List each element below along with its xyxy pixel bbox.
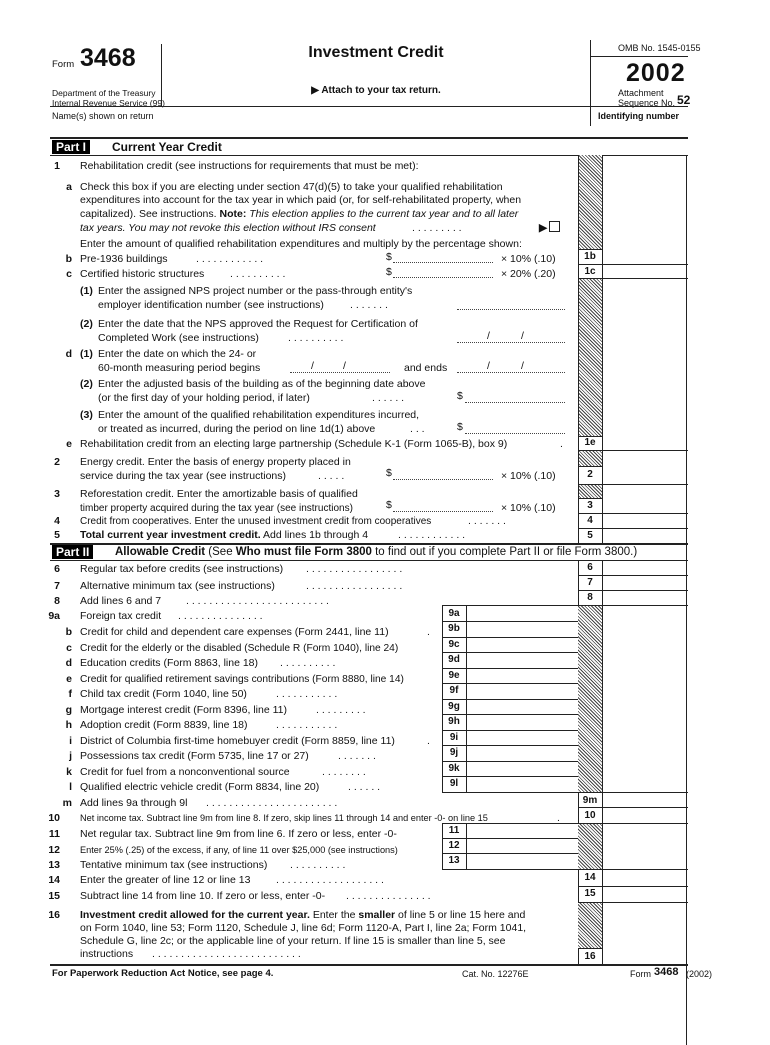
shaded-area (578, 605, 602, 792)
leader-dots: . (560, 438, 563, 450)
line-1b-text: Pre-1936 buildings (80, 253, 168, 265)
line-1a-text: expenditures into account for the tax year in which paid (or, for self-rehabilitated property, when (80, 194, 522, 206)
line-14-text: Enter the greater of line 12 or line 13 (80, 874, 251, 886)
line-10-field[interactable] (603, 809, 685, 822)
box-label: 11 (448, 825, 460, 836)
line-8-text: Add lines 6 and 7 (80, 595, 162, 607)
catalog-number: Cat. No. 12276E (462, 969, 529, 979)
leader-dots: . . . . . . . . . . . . (398, 529, 466, 541)
election-checkbox[interactable] (549, 221, 560, 232)
box-label: 8 (587, 592, 593, 603)
period-ends-field[interactable] (457, 372, 565, 373)
leader-dots: . . . . . . . . . . (288, 332, 344, 344)
line-5-text: Add lines 1b through 4 (260, 529, 369, 541)
leader-dots: . . . . . . . . . . . . . . . . . (306, 563, 403, 575)
line-1e-field[interactable] (603, 437, 685, 449)
line-9c-field[interactable] (467, 638, 577, 651)
line-16-text: Schedule G, line 2c; or the applicable line of your return. If line 15 is smaller than line 5, see (80, 935, 506, 947)
line-1c1-text: Enter the assigned NPS project number or the pass-through entity's (98, 285, 413, 297)
box-label: 9h (448, 716, 460, 727)
line-1b-amount[interactable] (393, 262, 493, 263)
line-2-percentage: × 10% (.10) (501, 470, 556, 482)
leader-dots: . . . . . . . (468, 515, 506, 527)
line-5-field[interactable] (603, 529, 685, 542)
sequence-number: 52 (677, 93, 691, 107)
box-label: 12 (448, 840, 460, 851)
part2-title: to find out if you complete Part II or file Form 3800.) (371, 546, 638, 558)
line-13-field[interactable] (467, 854, 577, 868)
sequence-label: Sequence No. (618, 98, 676, 108)
line-9d-text: Education credits (Form 8863, line 18) (80, 657, 259, 669)
line-number: e (66, 673, 72, 685)
box-label: 9d (448, 654, 460, 665)
line-16-text: Investment credit allowed for the current year. (80, 909, 310, 921)
part2-title: (See (205, 546, 236, 558)
line-9g-text: Mortgage interest credit (Form 8396, line 11) (80, 704, 287, 716)
shaded-area (578, 450, 602, 466)
line-2-text: Energy credit. Enter the basis of energy property placed in (80, 456, 351, 468)
line-9a-field[interactable] (467, 607, 577, 620)
line-16-text: smaller (358, 909, 396, 921)
leader-dots: . . . . . . . . . . . (276, 719, 338, 731)
box-label: 9f (449, 685, 459, 696)
leader-dots: . . . . . . . . . . . . . . . . . . . . . . . (206, 797, 338, 809)
box-label: 9i (449, 732, 459, 743)
line-1-text: Rehabilitation credit (see instructions for requirements that must be met): (80, 160, 419, 172)
line-9m-text: Add lines 9a through 9l (80, 797, 188, 809)
part2-label: Part II (52, 545, 93, 559)
date-separator: / (343, 360, 346, 372)
line-number: 7 (54, 580, 60, 592)
line-number: f (68, 688, 72, 700)
line-number: c (66, 268, 72, 280)
line-15-text: Subtract line 14 from line 10. If zero or less, enter -0- (80, 890, 326, 902)
leader-dots: . . . . . . (348, 781, 381, 793)
dept-line1: Department of the Treasury (52, 88, 156, 98)
leader-dots: . . . . . . . (338, 750, 376, 762)
line-1e-text: Rehabilitation credit from an electing large partnership (Schedule K-1 (Form 1065-B), box 9) (80, 438, 508, 450)
dollar-sign: $ (386, 499, 392, 511)
box-label: 6 (587, 562, 593, 573)
note-text: This election applies to the current tax year and to all later (246, 208, 519, 220)
line-1a-text: capitalized). See instructions. (80, 208, 220, 220)
leader-dots: . . . . . . . . . . . (276, 688, 338, 700)
date-separator: / (521, 360, 524, 372)
line-number: 4 (54, 515, 60, 527)
period-begins-field[interactable] (290, 372, 390, 373)
line-1a-text: Check this box if you are electing under section 47(d)(5) to take your qualified rehabilitation (80, 181, 503, 193)
leader-dots: . . . . . . . . . . . . (196, 253, 264, 265)
line-number: k (66, 766, 72, 778)
line-9k-text: Credit for fuel from a nonconventional source (80, 766, 290, 778)
box-label: 5 (587, 530, 593, 541)
line-4-text: Credit from cooperatives. Enter the unused investment credit from cooperatives (80, 516, 432, 527)
line-number: 12 (48, 844, 60, 856)
names-label: Name(s) shown on return (52, 111, 154, 121)
line-number: 15 (48, 890, 60, 902)
leader-dots: . . . . . . . . . (412, 222, 462, 234)
leader-dots: . . . . . . . (350, 299, 388, 311)
line-16-text: of line 5 or line 15 here and (395, 909, 526, 921)
form-title: Investment Credit (308, 44, 444, 61)
line-13-text: Tentative minimum tax (see instructions) (80, 859, 268, 871)
omb-number: OMB No. 1545-0155 (618, 43, 701, 53)
dollar-sign: $ (457, 390, 463, 402)
leader-dots: . . . . . . . . . . . . . . . . . (306, 580, 403, 592)
box-label: 16 (584, 951, 596, 962)
sub-number: (2) (80, 378, 93, 390)
line-1b-percentage: × 10% (.10) (501, 253, 556, 265)
line-11-field[interactable] (467, 824, 577, 837)
line-10-text: Net income tax. Subtract line 9m from line 8. If zero, skip lines 11 through 14 and enter -0- on line 15 (80, 813, 488, 823)
line-number: 8 (54, 595, 60, 607)
line-12-field[interactable] (467, 839, 577, 852)
line-number: d (65, 348, 72, 360)
line-9m-field[interactable] (603, 794, 685, 807)
leader-dots: . . . . . . . . . (316, 704, 366, 716)
line-1b-field[interactable] (603, 251, 685, 263)
line-16-text: Enter the (309, 909, 359, 921)
line-number: 1 (54, 160, 60, 172)
adjusted-basis-field[interactable] (465, 402, 565, 403)
enter-instruction: Enter the amount of qualified rehabilitation expenditures and multiply by the percentage shown: (80, 238, 522, 250)
leader-dots: . . . . . . . . . . . . . . . (178, 610, 263, 622)
box-label: 7 (587, 577, 593, 588)
line-9b-field[interactable] (467, 622, 577, 635)
qualified-expenditures-field[interactable] (465, 433, 565, 434)
identifying-number-label: Identifying number (598, 111, 679, 121)
box-label: 4 (587, 515, 593, 526)
box-label: 9b (448, 623, 460, 634)
line-1c-field[interactable] (603, 266, 685, 278)
box-label: 9l (449, 778, 459, 789)
line-1d2-text: Enter the adjusted basis of the building as of the beginning date above (98, 378, 426, 390)
line-1d3-text: or treated as incurred, during the period on line 1d(1) above (98, 423, 376, 435)
line-9k-field[interactable] (467, 762, 577, 775)
shaded-area (578, 823, 602, 869)
shaded-area (578, 902, 602, 948)
line-1c1-text: employer identification number (see instructions) (98, 299, 324, 311)
footer-form-number: 3468 (654, 966, 679, 978)
line-7-field[interactable] (603, 576, 685, 589)
box-label: 3 (587, 500, 593, 511)
line-number: e (66, 438, 72, 450)
line-1c-percentage: × 20% (.20) (501, 268, 556, 280)
line-number: j (69, 750, 72, 762)
line-9b-text: Credit for child and dependent care expenses (Form 2441, line 11) (80, 626, 389, 638)
box-label: 9g (448, 701, 460, 712)
line-number: b (65, 253, 72, 265)
line-3-text: timber property acquired during the tax year (see instructions) (80, 503, 353, 514)
part2-title: Allowable Credit (115, 546, 206, 558)
line-9d-field[interactable] (467, 653, 577, 666)
paperwork-notice: For Paperwork Reduction Act Notice, see page 4. (52, 968, 274, 979)
line-11-text: Net regular tax. Subtract line 9m from line 6. If zero or less, enter -0- (80, 828, 397, 840)
line-1c2-text: Enter the date that the NPS approved the Request for Certification of (98, 318, 418, 330)
line-2-amount[interactable] (393, 479, 493, 480)
line-9l-text: Qualified electric vehicle credit (Form 8834, line 20) (80, 781, 320, 793)
line-7-text: Alternative minimum tax (see instructions) (80, 580, 275, 592)
sub-number: (2) (80, 318, 93, 330)
line-number: a (66, 181, 72, 193)
line-number: h (65, 719, 72, 731)
dept-line2: Internal Revenue Service (99) (52, 98, 165, 108)
line-number: 10 (48, 812, 60, 824)
line-number: m (62, 797, 72, 809)
box-label: 9k (448, 763, 460, 774)
line-2-field[interactable] (603, 468, 685, 482)
leader-dots: . (557, 812, 560, 824)
line-number: l (69, 781, 72, 793)
note-label: Note: (219, 208, 247, 220)
box-label: 9e (448, 670, 460, 681)
line-16-text: instructions (80, 948, 134, 960)
dollar-sign: $ (386, 251, 392, 263)
line-1d1-text: Enter the date on which the 24- or (98, 348, 257, 360)
line-9h-field[interactable] (467, 715, 577, 728)
part2-title: Who must file Form 3800 (235, 546, 372, 558)
leader-dots: . . . . . . . . . . . . . . . . . . . . . . . . . (186, 595, 329, 607)
box-label: 14 (584, 872, 596, 883)
line-1c-amount[interactable] (393, 277, 493, 278)
line-number: d (65, 657, 72, 669)
identifying-number-field[interactable] (592, 122, 688, 136)
line-number: 11 (48, 828, 60, 840)
sub-number: (1) (80, 348, 93, 360)
leader-dots: . . . . . . . . . . . . . . . . . . . . . . . . . . (152, 948, 301, 960)
line-3-text: Reforestation credit. Enter the amortizable basis of qualified (80, 488, 358, 500)
line-9e-text: Credit for qualified retirement savings contributions (Form 8880, line 14) (80, 674, 404, 685)
line-8-field[interactable] (603, 591, 685, 604)
footer-year: (2002) (686, 969, 713, 979)
leader-dots: . (427, 626, 430, 638)
line-number: b (65, 626, 72, 638)
box-label: 2 (587, 469, 593, 480)
line-9c-text: Credit for the elderly or the disabled (Schedule R (Form 1040), line 24) (80, 643, 399, 654)
leader-dots: . (427, 735, 430, 747)
shaded-area (578, 278, 602, 436)
line-3-percentage: × 10% (.10) (501, 502, 556, 514)
part1-label: Part I (52, 140, 90, 154)
box-label: 1e (584, 437, 596, 448)
line-1c-text: Certified historic structures (80, 268, 205, 280)
attachment-label: Attachment (618, 88, 664, 98)
leader-dots: . . . . . . . . (322, 766, 366, 778)
box-label: 1c (584, 266, 596, 277)
line-12-text: Enter 25% (.25) of the excess, if any, of line 11 over $25,000 (see instructions) (80, 845, 398, 855)
leader-dots: . . . . . . . . . . (280, 657, 336, 669)
dollar-sign: $ (457, 421, 463, 433)
line-9e-field[interactable] (467, 669, 577, 682)
sub-number: (1) (80, 285, 93, 297)
line-number: i (69, 735, 72, 747)
box-label: 9j (449, 747, 459, 758)
leader-dots: . . . (410, 423, 425, 435)
line-number: c (66, 642, 72, 654)
line-15-field[interactable] (603, 887, 685, 901)
line-16-field[interactable] (603, 949, 685, 963)
shaded-area (578, 155, 602, 249)
dollar-sign: $ (386, 266, 392, 278)
line-number: g (65, 704, 72, 716)
form-number: 3468 (80, 44, 136, 72)
nps-approval-date-field[interactable] (457, 342, 565, 343)
note-text: tax years. You may not revoke this election without IRS consent (80, 222, 376, 234)
sub-number: (3) (80, 409, 93, 421)
line-1c2-text: Completed Work (see instructions) (98, 332, 259, 344)
name-field[interactable] (50, 122, 588, 136)
shaded-area (578, 484, 602, 498)
line-number: 14 (48, 874, 60, 886)
footer-form-word: Form (630, 969, 651, 979)
line-14-field[interactable] (603, 871, 685, 885)
leader-dots: . . . . . . . . . . (290, 859, 346, 871)
box-label: 15 (584, 888, 596, 899)
line-9g-field[interactable] (467, 700, 577, 713)
form-word: Form (52, 59, 75, 70)
line-9l-field[interactable] (467, 777, 577, 790)
line-9j-text: Possessions tax credit (Form 5735, line 17 or 27) (80, 750, 309, 762)
part1-title: Current Year Credit (112, 140, 222, 154)
line-9i-text: District of Columbia first-time homebuyer credit (Form 8859, line 11) (80, 735, 395, 747)
line-3-amount[interactable] (393, 511, 493, 512)
line-number: 9a (48, 610, 60, 622)
line-9a-text: Foreign tax credit (80, 610, 162, 622)
arrow-icon: ▶ (539, 222, 548, 234)
box-label: 9a (448, 608, 460, 619)
nps-project-number-field[interactable] (457, 309, 565, 310)
line-9f-field[interactable] (467, 684, 577, 697)
date-separator: / (487, 330, 490, 342)
line-number: 3 (54, 488, 60, 500)
line-4-field[interactable] (603, 514, 685, 527)
leader-dots: . . . . . . . . . . . . . . . (346, 890, 431, 902)
leader-dots: . . . . . (318, 470, 345, 482)
attach-note: ▶ Attach to your tax return. (311, 85, 441, 96)
box-label: 9c (448, 639, 460, 650)
line-1d1-text: 60-month measuring period begins (98, 362, 261, 374)
date-separator: / (487, 360, 490, 372)
line-6-field[interactable] (603, 561, 685, 574)
line-number: 13 (48, 859, 60, 871)
line-number: 6 (54, 563, 60, 575)
line-number: 5 (54, 529, 60, 541)
line-9i-field[interactable] (467, 731, 577, 744)
line-1d2-text: (or the first day of your holding period, if later) (98, 392, 310, 404)
box-label: 1b (584, 251, 596, 262)
tax-year: 2002 (626, 59, 686, 87)
leader-dots: . . . . . . (372, 392, 405, 404)
line-9h-text: Adoption credit (Form 8839, line 18) (80, 719, 248, 731)
leader-dots: . . . . . . . . . . (230, 268, 286, 280)
line-number: 2 (54, 456, 60, 468)
box-label: 9m (582, 795, 598, 806)
date-separator: / (311, 360, 314, 372)
ends-label: and ends (404, 362, 448, 374)
line-1d3-text: Enter the amount of the qualified rehabilitation expenditures incurred, (98, 409, 420, 421)
date-separator: / (521, 330, 524, 342)
line-3-field[interactable] (603, 499, 685, 512)
line-16-text: on Form 1040, line 53; Form 1120, Schedule J, line 6d; Form 1120-A, Part I, line 2a; Form 1041, (80, 922, 527, 934)
box-label: 13 (448, 855, 460, 866)
box-label: 10 (584, 810, 596, 821)
line-6-text: Regular tax before credits (see instructions) (80, 563, 284, 575)
leader-dots: . . . . . . . . . . . . . . . . . . . (276, 874, 384, 886)
line-number: 16 (48, 909, 60, 921)
line-9f-text: Child tax credit (Form 1040, line 50) (80, 688, 247, 700)
line-9j-field[interactable] (467, 746, 577, 759)
line-5-text: Total current year investment credit. (80, 529, 261, 541)
line-2-text: service during the tax year (see instructions) (80, 470, 287, 482)
dollar-sign: $ (386, 467, 392, 479)
